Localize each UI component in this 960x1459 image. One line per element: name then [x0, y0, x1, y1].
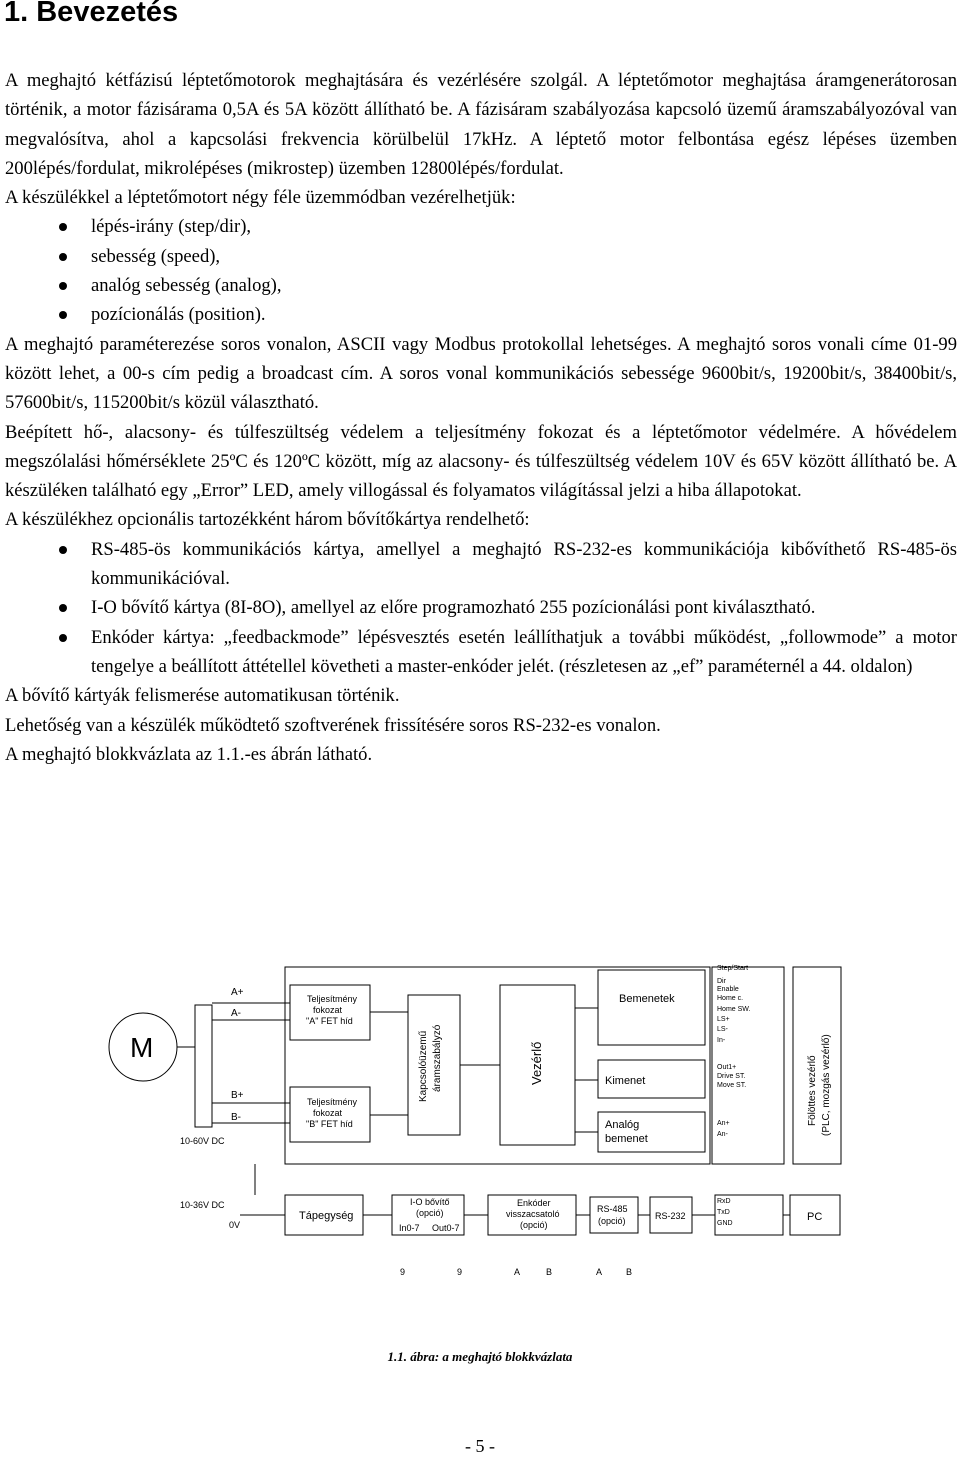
inputs-label: Bemenetek [619, 993, 675, 1005]
analog-box [598, 1112, 705, 1152]
signal-label: Move ST. [717, 1082, 747, 1089]
update-paragraph: Lehetőség van a készülék működtető szoftverének frissítésére soros RS-232-es vonalon. [5, 714, 661, 736]
pin-label: B [626, 1267, 633, 1277]
stage-a-line: Teljesítmény [307, 994, 358, 1004]
modes-list [5, 212, 957, 329]
signal-label: Drive ST. [717, 1073, 746, 1080]
intro-paragraph: A meghajtó kétfázisú léptetőmotorok meghajtására és vezérlésére szolgál. A léptetőmotor meghajtása áramgenerátorosan történik, a motor fázisárama 0,5A és 5A között állítható be. A fázisáram szabályozása kapcsoló üzemű áramszabályozóval van megvalósítva, ahol a kapcsolási frekvencia körülbelül 17kHz. A léptető motor felbontása egész lépéses üzemben 200lépés/fordulat, mikrolépéses (mikrostep) üzemben 12800lépés/fordulat. [5, 70, 957, 179]
bminus-label: B- [231, 1112, 241, 1123]
inputs-box [598, 970, 705, 1045]
stage-b-line: "B" FET híd [306, 1119, 353, 1129]
io-out-label: Out0-7 [432, 1223, 460, 1233]
rs232-label: RS-232 [655, 1211, 686, 1221]
aplus-label: A+ [231, 987, 244, 998]
rs485-line: (opció) [598, 1216, 626, 1226]
list-item: sebesség (speed), [91, 242, 957, 271]
rs485-line: RS-485 [597, 1204, 628, 1214]
bplus-label: B+ [231, 1090, 244, 1101]
serial-label: RxD [717, 1198, 731, 1205]
list-item: lépés-irány (step/dir), [91, 212, 957, 241]
options-intro-paragraph: A készülékhez opcionális tartozékként három bővítőkártya rendelhető: [5, 509, 530, 531]
signal-label: An+ [717, 1120, 730, 1127]
outputs-label: Kimenet [605, 1075, 646, 1087]
serial-label: GND [717, 1220, 733, 1227]
signal-label: Step/Start [717, 965, 749, 972]
stage-b-line: Teljesítmény [307, 1097, 358, 1107]
controller-label: Vezérlő [529, 1041, 544, 1085]
diagram-ref-paragraph: A meghajtó blokkvázlata az 1.1.-es ábrán látható. [5, 743, 373, 765]
regulator-line: Kapcsolóüzemű [418, 1030, 429, 1102]
master-line: Fölöttes vezérlő [807, 1055, 818, 1126]
page-number: - 5 - [465, 1436, 495, 1456]
list-item: analóg sebesség (analog), [91, 271, 957, 300]
regulator-line: áramszabályzó [432, 1024, 443, 1092]
signal-label: LS+ [717, 1016, 730, 1023]
io-card-line: I-O bővítő [410, 1197, 450, 1207]
list-item: RS-485-ös kommunikációs kártya, amellyel a meghajtó RS-232-es kommunikációja kibővíthető RS-485-ös kommunikációval. [91, 535, 957, 594]
psu-label: Tápegység [299, 1210, 354, 1222]
signal-label: In- [717, 1037, 726, 1044]
encoder-line: visszacsatoló [506, 1209, 560, 1219]
body-text [5, 66, 957, 769]
signal-label: Dir [717, 978, 726, 985]
pin-label: A [596, 1267, 603, 1277]
encoder-line: (opció) [520, 1220, 548, 1230]
encoder-line: Enkóder [517, 1198, 551, 1208]
signal-label: Home c. [717, 995, 744, 1002]
serial-label: TxD [717, 1209, 730, 1216]
stage-a-line: "A" FET híd [306, 1016, 353, 1026]
pin-label: 9 [457, 1267, 463, 1277]
analog-line: bemenet [605, 1133, 648, 1145]
zero-volt-label: 0V [229, 1220, 241, 1230]
list-item: Enkóder kártya: „feedbackmode” lépésvesztés esetén leállíthatjuk a további működést, „followmode” a motor tengelye a beállított áttétellel követheti a master-enkóder jelét. (részletesen az „ef” paraméternél a 44. oldalon) [91, 623, 957, 682]
stage-a-line: fokozat [313, 1005, 343, 1015]
stage-b-line: fokozat [313, 1108, 343, 1118]
signal-label: LS- [717, 1026, 728, 1033]
list-item: pozícionálás (position). [91, 300, 957, 329]
block-diagram [0, 940, 960, 1280]
aminus-label: A- [231, 1008, 241, 1019]
cards-list [5, 535, 957, 681]
pin-label: A [514, 1267, 521, 1277]
list-item: I-O bővítő kártya (8I-8O), amellyel az előre programozható 255 pozícionálási pont kiválasztható. [91, 593, 957, 622]
pin-label: B [546, 1267, 553, 1277]
logic-supply-label: 10-36V DC [180, 1200, 225, 1210]
signal-label: An- [717, 1131, 728, 1138]
signal-label: Home SW. [717, 1006, 751, 1013]
io-card-line: (opció) [416, 1208, 444, 1218]
serial-paragraph: A meghajtó paraméterezése soros vonalon, ASCII vagy Modbus protokollal lehetséges. A meghajtó soros vonali címe 01-99 között lehet, a 00-s cím pedig a broadcast cím. A soros vonal kommunikációs sebessége 9600bit/s, 19200bit/s, 38400bit/s, 57600bit/s, 115200bit/s közül választható. [5, 333, 957, 414]
section-heading: 1. Bevezetés [4, 0, 179, 28]
modes-intro-paragraph: A készülékkel a léptetőmotort négy féle üzemmódban vezérelhetjük: [5, 187, 516, 209]
motor-label: M [130, 1032, 154, 1063]
master-line: (PLC, mozgás vezérlő) [821, 1034, 832, 1136]
motor-frame [195, 1005, 212, 1127]
signal-label: Enable [717, 986, 739, 993]
io-in-label: In0-7 [399, 1223, 420, 1233]
rs485-box [590, 1197, 638, 1233]
protection-paragraph: Beépített hő-, alacsony- és túlfeszültség védelem a teljesítmény fokozat és a léptetőmotor védelmére. A hővédelem megszólalási hőmérséklete 25ºC és 120ºC között, míg az alacsony- és túlfeszültség védelem 10V és 65V között állítható be. A készüléken található egy „Error” LED, amely villogással és folyamatos világítással jelzi a hiba állapotokat. [5, 421, 957, 502]
pin-label: 9 [400, 1267, 406, 1277]
figure-caption: 1.1. ábra: a meghajtó blokkvázlata [387, 1349, 573, 1364]
analog-line: Analóg [605, 1119, 640, 1131]
motor-supply-label: 10-60V DC [180, 1136, 225, 1146]
detection-paragraph: A bővítő kártyák felismerése automatikusan történik. [5, 685, 400, 707]
pc-label: PC [807, 1211, 823, 1223]
signal-label: Out1+ [717, 1064, 737, 1071]
